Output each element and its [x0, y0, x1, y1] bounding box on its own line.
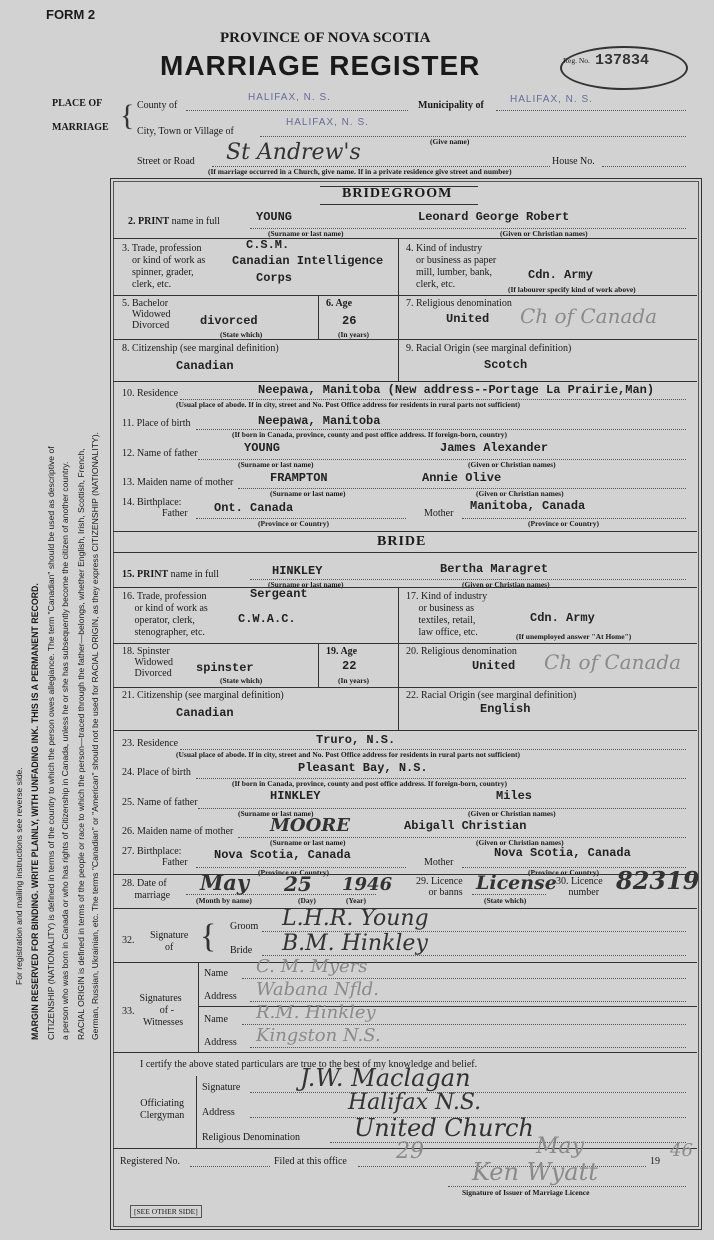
bride-industry: Cdn. Army [530, 611, 595, 625]
bride-origin: English [480, 702, 531, 716]
filed-day: 29 [396, 1139, 424, 1164]
f27-label: 27. Birthplace: [122, 846, 182, 857]
bride-residence: Truro, N.S. [316, 733, 396, 747]
filed-year: 46 [670, 1140, 693, 1161]
f13-label: 13. Maiden name of mother [122, 477, 234, 488]
margin-instructions: For registration and mailing instructions see reverse side. [14, 767, 24, 985]
groom-religion: United [446, 312, 490, 326]
street-label: Street or Road [137, 156, 195, 167]
bride-mother-surname: MOORE [270, 815, 350, 836]
groom-in-years: (In years) [338, 330, 370, 339]
groom-surname-note: (Surname or last name) [268, 229, 344, 238]
groom-surname: YOUNG [256, 210, 293, 224]
marriage-label: MARRIAGE [52, 122, 109, 133]
f20-label: 20. Religious denomination [406, 646, 517, 657]
margin-citizenship-def-1: CITIZENSHIP (NATIONALITY) is defined in terms of the country to which the person owes allegiance. The term "Canadian" should be used as descriptive of [46, 446, 56, 1040]
groom-trade-2: Canadian Intelligence [232, 254, 384, 268]
groom-trade-1: C.S.M. [246, 238, 290, 252]
registered-label: Registered No. [120, 1156, 180, 1167]
groom-father-given: James Alexander [440, 441, 549, 455]
bride-status: spinster [196, 661, 254, 675]
groom-father-birthplace: Ont. Canada [214, 501, 294, 515]
province-heading: PROVINCE OF NOVA SCOTIA [220, 30, 431, 46]
bride-birthplace: Pleasant Bay, N.S. [298, 761, 428, 775]
f2-label: name in full [171, 216, 220, 227]
f21-label: 21. Citizenship (see marginal definition) [122, 690, 284, 701]
groom-trade-3: Corps [256, 271, 293, 285]
f23-label: 23. Residence [122, 738, 179, 749]
margin-racial-def-1: RACIAL ORIGIN is defined in terms of the people or race to which the person—traced through the father—belongs, whether English, Irish, Scottish, French, [76, 448, 86, 1040]
bride-surname: HINKLEY [272, 564, 323, 578]
witness1-name: C. M. Myers [256, 956, 368, 977]
bridegroom-heading: BRIDEGROOM [342, 186, 453, 201]
witness2-name: R.M. Hinkley [256, 1002, 376, 1023]
clergy-address: Halifax N.S. [348, 1090, 482, 1115]
bride-trade-2: C.W.A.C. [238, 612, 296, 626]
f11-label: 11. Place of birth [122, 418, 191, 429]
place-of-label: PLACE OF [52, 98, 103, 109]
page-title: MARRIAGE REGISTER [160, 50, 481, 81]
marriage-register-form: For registration and mailing instructions see reverse side. MARGIN RESERVED FOR BINDING. WRITE PLAINLY, WITH UNFADING INK. THIS IS A PERMANENT RECORD. CITIZENSHIP (NATIONALITY) is defined in terms of the country to which the person owes allegiance. The term "Canadian" should be used as descriptive of a person who was born in Canada or who has rights of Citizenship in Canada, unless he or she has subsequently become the citizen of another country. RACIAL ORIGIN is defined in terms of the people or race to which the person—traced through the father—belongs, whether English, Irish, Scottish, French, German, Russian, Ukrainian, etc. The terms "Canadian" or "American" should not be used for RACIAL ORIGIN, as they express CITIZENSHIP (NATIONALITY). FORM 2 PROVINCE OF NOVA SCOTIA MARRIAGE REGISTER Reg. No. 137834 PLACE OF MARRIAGE { County of HALIFAX, N. S. Municipality of HALIFAX, N. S. City, Town or Village of HALIFAX, N. S. (Give name) Street or Road St Andrew's House No. (If marriage occurred in a Church, give name. If in a private residence give street and number) BRIDEGROOM 2. PRINT name in full YOUNG Leonard George Robert (Surname or last name) (Given or Christian names) 3. Trade, profession or kind of work as spinner, grader, clerk, etc. C.S.M. Canadian Intelligence Corps 4. Kind of industry or business as paper mill, lumber, bank, clerk, etc. Cdn. Army (If labourer specify kind of work above) 5. Bachelor Widowed Divorced divorced (State which) 6. Age 26 (In years) 7. Religious denomination United Ch of Canada 8. Citizenship (see marginal definition) Canadian 9. Racial Origin (see marginal definition) Scotch 10. Residence Neepawa, Manitoba (New address--Portage La Prairie,Man) (Usual place of abode. If in city, street and No. Post Office address for residents in rural parts not sufficient) 11. Place of birth Neepawa, Manitoba (If born in Canada, province, county and post office address. If foreign-born, country) 12. Name of father YOUNG James Alexander (Surname or last name) (Given or Christian names) 13. Maiden name of mother FRAMPTON Annie Olive (Surname or last name) (Given or Christian names) 14. Birthplace: Father Ont. Canada (Province or Country) Mother Manitoba, Canada (Province or Country) BRIDE 15. PRINT name in full HINKLEY Bertha Maragret (Surname or last name) (Given or Christian names) 16. Trade, profession or kind of work as operator, clerk, stenographer, etc. Sergeant C.W.A.C. 17. Kind of industry or business as textiles, retail, law office, etc. Cdn. Army (If unemployed answer "At Home") 18. Spinster Widowed Divorced spinster (State which) 19. Age 22 (In years) 20. Religious denomination United Ch of Canada 21. Citizenship (see marginal definition) Canadian 22. Racial Origin (see marginal definition) English 23. Residence Truro, N.S. (Usual place of abode. If in city, street and No. Post Office address for residents in rural parts not sufficient) 24. Place of birth Pleasant Bay, N.S. (If born in Canada, province, county and post office address. If foreign-born, country) 25. Name of father HINKLEY Miles (Surname or last name) (Given or Christian names) 26. Maiden name of mother MOORE Abigall Christian (Surname or last name) (Given or Christian names) 27. Birthplace: Father Nova Scotia, Canada (Province or Country) Mother Nova Scotia, Canada (Province or Country) 28. Date of marriage May 25 1946 (Month by name) (Day) (Year) 29. Licence or banns License (State which) 30. Licence number 82319 32. Signature of { Groom L.H.R. Young Bride B.M. Hinkley 33. Signatures of - Witnesses Name C. M. Myers Address Wabana Nfld. Name R.M. Hinkley Address Kingston N.S. I certify the above stated particulars are true to the best of my knowledge and belief. Officiating Clergyman Signature J.W. Maclagan Address Halifax N.S. Religious Denomination United Church Registered No. Filed at this office 29 May 19 46 Ken Wyatt Signature of Issuer of Marriage Licence [SEE OTHER SIDE] [0, 0, 714, 1240]
city-label: City, Town or Village of [137, 126, 234, 137]
bride-citizenship: Canadian [176, 706, 234, 720]
marriage-day: 25 [284, 872, 312, 896]
f7-label: 7. Religious denomination [406, 298, 512, 309]
filed-month: May [536, 1134, 585, 1159]
bride-religion: United [472, 659, 516, 673]
groom-origin: Scotch [484, 358, 528, 372]
bride-signature: B.M. Hinkley [282, 931, 428, 956]
reg-no-label: Reg. No. [563, 56, 590, 65]
place-brace: { [120, 99, 135, 132]
reg-no-value: 137834 [595, 52, 650, 69]
street-note: (If marriage occurred in a Church, give name. If in a private residence give street and number) [208, 167, 512, 176]
f6-label: 6. Age [326, 298, 353, 309]
groom-age: 26 [342, 314, 357, 328]
bride-mother-given: Abigall Christian [404, 819, 527, 833]
municipality-value: HALIFAX, N. S. [510, 94, 593, 105]
certify-statement: I certify the above stated particulars are true to the best of my knowledge and belief. [140, 1059, 478, 1070]
clergy-signature: J.W. Maclagan [300, 1064, 471, 1092]
municipality-label: Municipality of [418, 100, 484, 111]
groom-given-note: (Given or Christian names) [500, 229, 588, 238]
bride-religion-hand: Ch of Canada [544, 650, 682, 674]
witness1-address: Wabana Nfld. [256, 979, 379, 1000]
filed-label: Filed at this office [274, 1156, 347, 1167]
f9-label: 9. Racial Origin (see marginal definition) [406, 343, 572, 354]
county-value: HALIFAX, N. S. [248, 92, 331, 103]
groom-residence: Neepawa, Manitoba (New address--Portage La Prairie,Man) [258, 383, 655, 397]
f8-label: 8. Citizenship (see marginal definition) [122, 343, 279, 354]
margin-racial-def-2: German, Russian, Ukrainian, etc. The terms "Canadian" or "American" should not be used for RACIAL ORIGIN, as they express CITIZENSHIP (NATIONALITY). [90, 432, 100, 1040]
bride-father-surname: HINKLEY [270, 789, 321, 803]
issuer-signature: Ken Wyatt [472, 1158, 598, 1186]
f12-label: 12. Name of father [122, 448, 198, 459]
clergy-denomination: United Church [354, 1114, 534, 1142]
bride-age: 22 [342, 659, 357, 673]
f10-label: 10. Residence [122, 388, 179, 399]
margin-citizenship-def-2: a person who was born in Canada or who has rights of Citizenship in Canada, unless he or she has subsequently become the citizen of another country. [60, 461, 70, 1040]
groom-industry-note: (If labourer specify kind of work above) [508, 285, 636, 294]
groom-mother-given: Annie Olive [422, 471, 502, 485]
groom-mother-surname: FRAMPTON [270, 471, 328, 485]
groom-mother-birthplace: Manitoba, Canada [470, 499, 586, 513]
groom-industry: Cdn. Army [528, 268, 593, 282]
birth-note: (If born in Canada, province, county and post office address. If foreign-born, country) [232, 430, 508, 439]
county-label: County of [137, 100, 178, 111]
groom-birthplace: Neepawa, Manitoba [258, 414, 381, 428]
groom-status: divorced [200, 314, 258, 328]
issuer-label: Signature of Issuer of Marriage Licence [462, 1188, 590, 1197]
witness2-address: Kingston N.S. [256, 1025, 381, 1046]
f22-label: 22. Racial Origin (see marginal definition) [406, 690, 577, 701]
marriage-month: May [200, 870, 250, 895]
city-value: HALIFAX, N. S. [286, 117, 369, 128]
bride-trade-1: Sergeant [250, 587, 308, 601]
groom-citizenship: Canadian [176, 359, 234, 373]
groom-signature: L.H.R. Young [282, 906, 429, 931]
f25-label: 25. Name of father [122, 797, 198, 808]
house-label: House No. [552, 156, 595, 167]
give-name-note: (Give name) [430, 137, 470, 146]
bride-heading: BRIDE [377, 534, 427, 549]
licence-number: 82319 [616, 866, 700, 895]
street-value: St Andrew's [226, 140, 361, 165]
marriage-year: 1946 [342, 874, 393, 895]
margin-binding-note: MARGIN RESERVED FOR BINDING. WRITE PLAINLY, WITH UNFADING INK. THIS IS A PERMANENT RECORD. [30, 583, 40, 1040]
residence-note: (Usual place of abode. If in city, street and No. Post Office address for residents in rural parts not sufficient) [176, 400, 521, 409]
f19-label: 19. Age [326, 646, 358, 657]
groom-religion-hand: Ch of Canada [520, 304, 658, 328]
f14-label: 14. Birthplace: [122, 497, 182, 508]
f24-label: 24. Place of birth [122, 767, 191, 778]
groom-given: Leonard George Robert [418, 210, 570, 224]
groom-state-which: (State which) [220, 330, 263, 339]
see-other-side: [SEE OTHER SIDE] [130, 1205, 202, 1218]
groom-father-surname: YOUNG [244, 441, 281, 455]
licence-or-banns: License [476, 872, 557, 894]
bride-given: Bertha Maragret [440, 562, 549, 576]
form-number: FORM 2 [46, 7, 96, 22]
bride-industry-note: (If unemployed answer "At Home") [516, 632, 632, 641]
bride-father-given: Miles [496, 789, 533, 803]
f2-print: 2. PRINT [128, 216, 170, 227]
bride-mother-birthplace: Nova Scotia, Canada [494, 846, 631, 860]
bride-father-birthplace: Nova Scotia, Canada [214, 848, 351, 862]
f26-label: 26. Maiden name of mother [122, 826, 234, 837]
